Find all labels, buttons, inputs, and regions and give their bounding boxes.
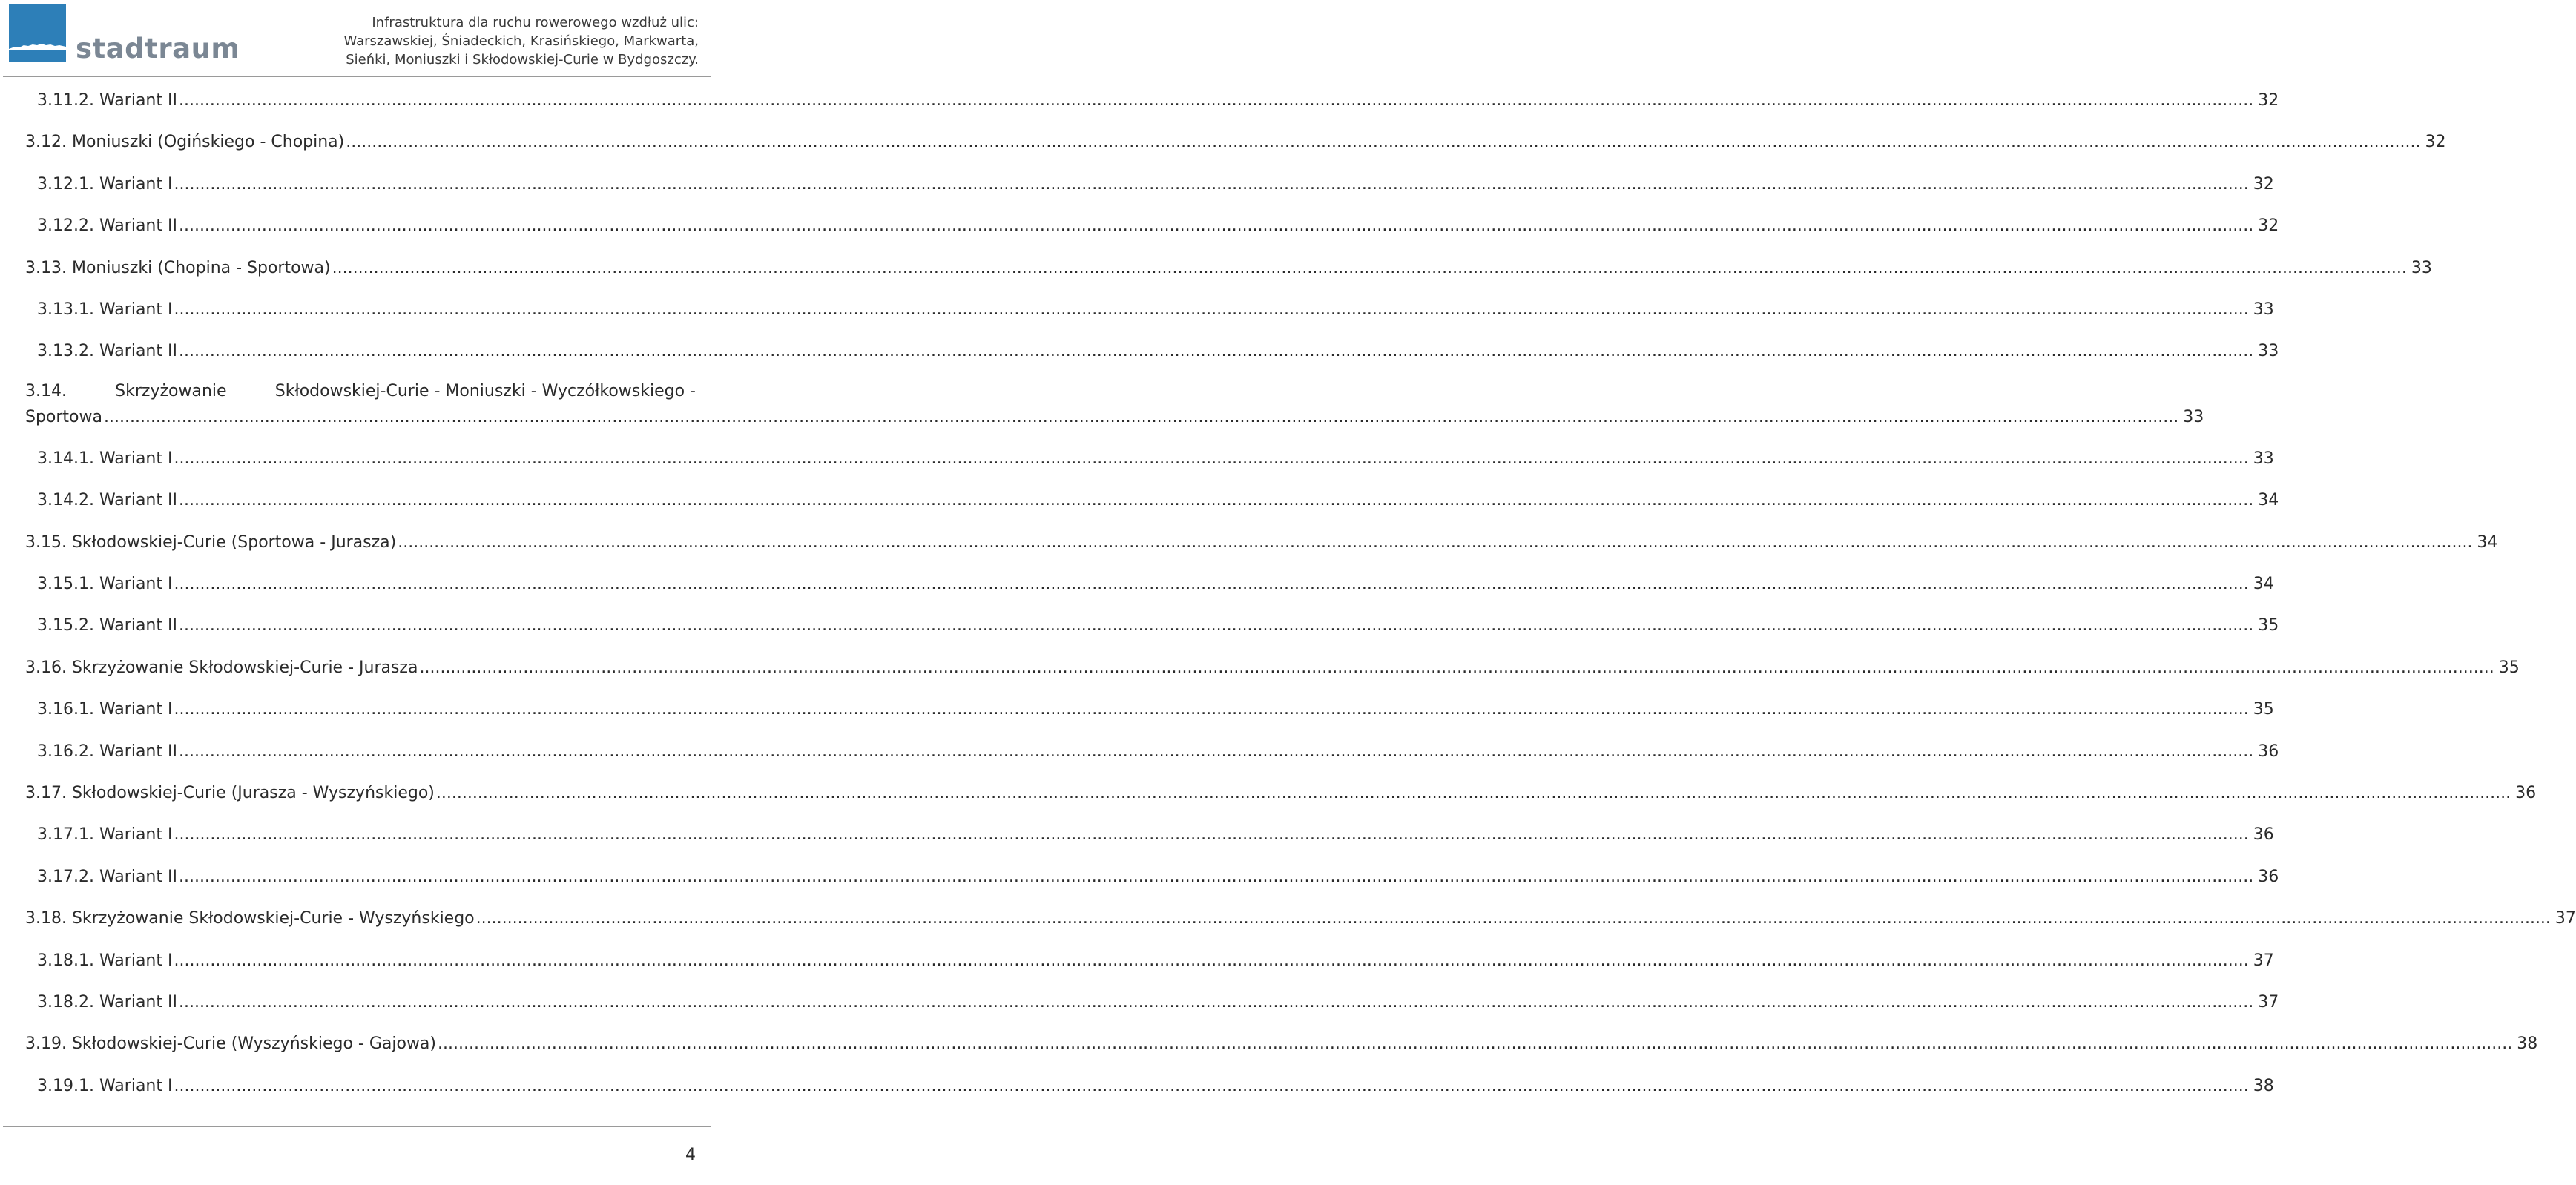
toc-entry-page: 34: [2258, 491, 2279, 510]
toc-entry[interactable]: [37, 298, 2274, 319]
toc-entry-page: 35: [2258, 616, 2279, 636]
toc-entry[interactable]: [37, 614, 2279, 636]
toc-entry[interactable]: [25, 907, 2576, 928]
toc-entry-page: 33: [2411, 258, 2432, 277]
toc-entry-label: 3.14.1. Wariant I: [37, 449, 173, 468]
toc-entry-label: 3.14.2. Wariant II: [37, 491, 177, 510]
toc-leader-dots: ................................................................................................................................................................................................................................................................................................................................................................................................................: [104, 407, 2179, 426]
toc-entry[interactable]: [25, 782, 2537, 802]
toc-entry[interactable]: [37, 949, 2274, 970]
title-line: Sieńki, Moniuszki i Skłodowskiej-Curie w Bydgoszczy.: [346, 52, 699, 67]
toc-entry-page: 32: [2258, 217, 2279, 236]
toc-leader-dots: ................................................................................................................................................................................................................................................................................................................................................................................................................: [174, 300, 2249, 319]
document-title: [343, 13, 699, 69]
toc-entry-label-part: 3.14.: [25, 381, 67, 400]
page-header: [0, 0, 712, 77]
toc-entry-page: 38: [2253, 1076, 2274, 1095]
toc-entry[interactable]: [25, 257, 2432, 277]
toc-leader-dots: ................................................................................................................................................................................................................................................................................................................................................................................................................: [332, 258, 2407, 277]
toc-entry-label: 3.17. Skłodowskiej-Curie (Jurasza - Wyszyńskiego): [25, 784, 435, 802]
toc-entry[interactable]: [37, 865, 2279, 886]
toc-entry-page: 33: [2253, 449, 2274, 468]
toc-entry-label: 3.13.2. Wariant II: [37, 342, 177, 361]
toc-entry-page: 35: [2253, 700, 2274, 719]
toc-entry-page: 36: [2258, 742, 2279, 761]
toc-entry-label: 3.19.1. Wariant I: [37, 1076, 173, 1095]
toc-entry-label: 3.15.1. Wariant I: [37, 575, 173, 593]
toc-entry-page: 32: [2253, 174, 2274, 194]
toc-leader-dots: ................................................................................................................................................................................................................................................................................................................................................................................................................: [178, 616, 2254, 636]
toc-entry[interactable]: [37, 1075, 2274, 1095]
toc-entry[interactable]: [37, 214, 2279, 236]
toc-entry-label-part: Skrzyżowanie: [115, 381, 227, 400]
toc-entry[interactable]: [25, 1032, 2538, 1054]
toc-entry-page: 35: [2498, 658, 2520, 677]
toc-leader-dots: ................................................................................................................................................................................................................................................................................................................................................................................................................: [174, 449, 2249, 468]
toc-entry-label: 3.15.2. Wariant II: [37, 616, 177, 636]
toc-leader-dots: ................................................................................................................................................................................................................................................................................................................................................................................................................: [438, 1034, 2513, 1054]
title-line: Warszawskiej, Śniadeckich, Krasińskiego, Markwarta,: [343, 33, 699, 49]
toc-entry-label: 3.12.1. Wariant I: [37, 174, 173, 194]
toc-entry-label: 3.12.2. Wariant II: [37, 217, 177, 236]
toc-leader-dots: ................................................................................................................................................................................................................................................................................................................................................................................................................: [178, 867, 2254, 886]
toc-entry-page: 33: [2258, 342, 2279, 361]
toc-entry[interactable]: [37, 991, 2279, 1011]
toc-entry-page: 32: [2425, 133, 2446, 152]
toc-leader-dots: ................................................................................................................................................................................................................................................................................................................................................................................................................: [398, 532, 2473, 552]
toc-entry-label: 3.17.1. Wariant I: [37, 825, 173, 845]
toc-entry-page: 34: [2477, 532, 2498, 552]
toc-leader-dots: ................................................................................................................................................................................................................................................................................................................................................................................................................: [346, 133, 2421, 152]
toc-leader-dots: ................................................................................................................................................................................................................................................................................................................................................................................................................: [178, 491, 2254, 510]
toc-entry[interactable]: [37, 823, 2274, 845]
toc-leader-dots: ................................................................................................................................................................................................................................................................................................................................................................................................................: [419, 658, 2494, 677]
toc-entry-label: 3.16. Skrzyżowanie Skłodowskiej-Curie - Jurasza: [25, 658, 418, 677]
toc-entry-label: 3.18.2. Wariant II: [37, 993, 177, 1011]
toc-leader-dots: ................................................................................................................................................................................................................................................................................................................................................................................................................: [178, 91, 2254, 110]
toc-leader-dots: ................................................................................................................................................................................................................................................................................................................................................................................................................: [174, 700, 2249, 719]
toc-entry[interactable]: [37, 572, 2274, 593]
skyline-icon: [9, 4, 66, 62]
toc-leader-dots: ................................................................................................................................................................................................................................................................................................................................................................................................................: [178, 217, 2254, 236]
toc-leader-dots: ................................................................................................................................................................................................................................................................................................................................................................................................................: [178, 993, 2254, 1011]
toc-entry-label: 3.12. Moniuszki (Ogińskiego - Chopina): [25, 133, 345, 152]
toc-entry-label: 3.16.1. Wariant I: [37, 700, 173, 719]
toc-leader-dots: ................................................................................................................................................................................................................................................................................................................................................................................................................: [174, 174, 2249, 194]
toc-entry-label: 3.16.2. Wariant II: [37, 742, 177, 761]
toc-entry[interactable]: [37, 698, 2274, 719]
toc-leader-dots: ................................................................................................................................................................................................................................................................................................................................................................................................................: [178, 742, 2254, 761]
toc-entry-page: 34: [2253, 575, 2274, 593]
toc-entry-page: 33: [2183, 407, 2204, 426]
toc-entry[interactable]: [25, 531, 2498, 552]
toc-leader-dots: ................................................................................................................................................................................................................................................................................................................................................................................................................: [174, 825, 2249, 845]
page-number: 4: [685, 1146, 696, 1164]
toc-leader-dots: ................................................................................................................................................................................................................................................................................................................................................................................................................: [174, 951, 2249, 970]
toc-leader-dots: ................................................................................................................................................................................................................................................................................................................................................................................................................: [174, 1076, 2249, 1095]
title-line: Infrastruktura dla ruchu rowerowego wzdłuż ulic:: [372, 15, 699, 30]
toc-entry[interactable]: [37, 447, 2274, 468]
toc-entry-page: 37: [2258, 993, 2279, 1011]
toc-entry-label: 3.11.2. Wariant II: [37, 91, 177, 110]
toc-entry-page: 37: [2253, 951, 2274, 970]
toc-entry-page: 37: [2554, 909, 2576, 928]
logo-mark: [9, 4, 66, 62]
toc-entry-label: 3.13. Moniuszki (Chopina - Sportowa): [25, 258, 331, 277]
toc-leader-dots: ................................................................................................................................................................................................................................................................................................................................................................................................................: [174, 575, 2249, 593]
toc-entry-label: 3.18.1. Wariant I: [37, 951, 173, 970]
toc-entry[interactable]: [37, 173, 2274, 194]
toc-entry-label: 3.17.2. Wariant II: [37, 867, 177, 886]
toc-entry[interactable]: [37, 89, 2279, 110]
toc-entry[interactable]: [25, 406, 2204, 426]
toc-entry-label: 3.13.1. Wariant I: [37, 300, 173, 319]
toc-entry-page: 33: [2253, 300, 2274, 319]
logo-wordmark: stadtraum: [76, 33, 240, 65]
toc-entry[interactable]: [37, 489, 2279, 510]
toc-entry-page: 38: [2517, 1034, 2538, 1054]
toc-leader-dots: ................................................................................................................................................................................................................................................................................................................................................................................................................: [435, 784, 2511, 802]
toc-entry-label: 3.19. Skłodowskiej-Curie (Wyszyńskiego - Gajowa): [25, 1034, 436, 1054]
toc-entry-page: 36: [2515, 784, 2537, 802]
toc-entry-page: 32: [2258, 91, 2279, 110]
footer-divider: [3, 1126, 711, 1127]
toc-entry-heading-line: [25, 382, 696, 403]
toc-entry[interactable]: [25, 656, 2520, 677]
toc-entry[interactable]: [37, 740, 2279, 761]
toc-entry-label: Sportowa: [25, 407, 102, 426]
toc-entry-page: 36: [2258, 867, 2279, 886]
toc-entry[interactable]: [25, 131, 2446, 152]
toc-entry[interactable]: [37, 340, 2279, 361]
toc-leader-dots: ................................................................................................................................................................................................................................................................................................................................................................................................................: [178, 342, 2254, 361]
header-divider: [3, 76, 711, 77]
toc-leader-dots: ................................................................................................................................................................................................................................................................................................................................................................................................................: [475, 909, 2551, 928]
toc-entry-page: 36: [2253, 825, 2274, 845]
toc-entry-label: 3.18. Skrzyżowanie Skłodowskiej-Curie - Wyszyńskiego: [25, 909, 475, 928]
toc-entry-label-part: Skłodowskiej-Curie - Moniuszki - Wyczółkowskiego -: [274, 381, 696, 400]
toc-entry-label: 3.15. Skłodowskiej-Curie (Sportowa - Jurasza): [25, 532, 397, 552]
